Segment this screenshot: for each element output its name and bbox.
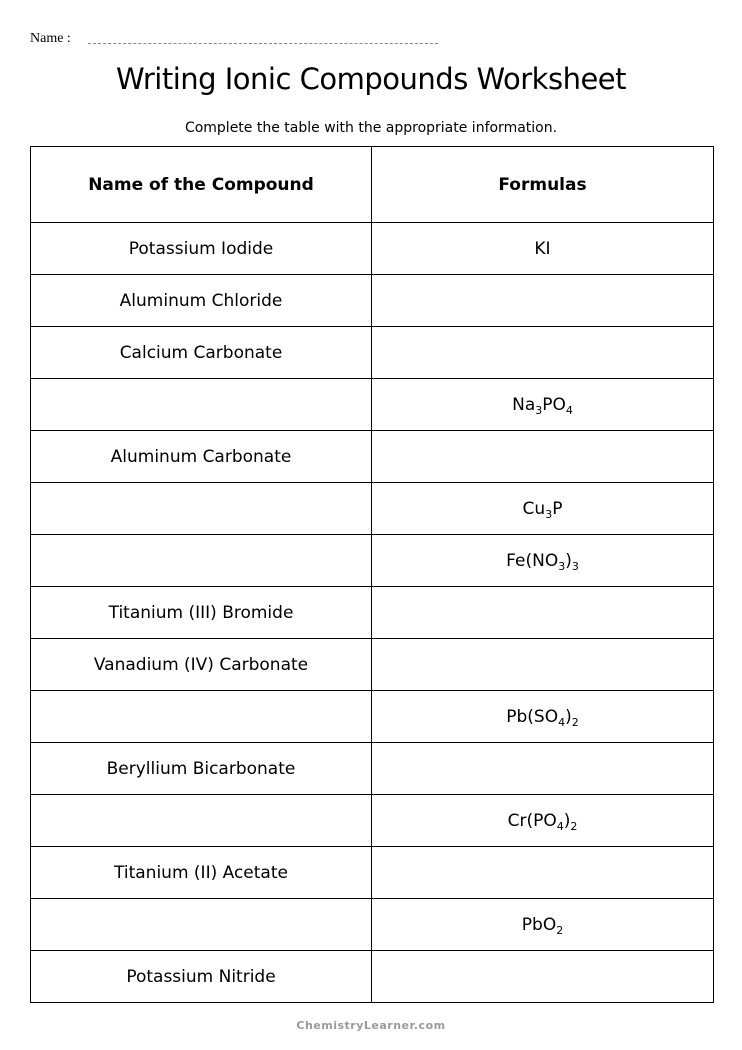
compounds-table <box>30 146 714 1003</box>
formula-cell <box>372 795 714 847</box>
compound-name-cell[interactable] <box>31 483 372 535</box>
column-header-compound-name: Name of the Compound <box>31 147 372 223</box>
compound-name-cell[interactable] <box>31 899 372 951</box>
formula-text: Pb(SO <box>506 706 559 727</box>
formula-subscript: 4 <box>556 819 564 833</box>
table-row <box>31 743 714 795</box>
formula-cell <box>372 691 714 743</box>
table-row <box>31 847 714 899</box>
worksheet-instructions: Complete the table with the appropriate information. <box>184 120 558 136</box>
table-row <box>31 691 714 743</box>
formula-cell <box>372 379 714 431</box>
formula-cell[interactable] <box>372 743 714 795</box>
table-row <box>31 951 714 1003</box>
table-row <box>31 535 714 587</box>
compound-name-cell: Aluminum Chloride <box>31 275 372 327</box>
table-row <box>31 327 714 379</box>
formula-text: P <box>552 498 563 519</box>
formula-cell <box>372 899 714 951</box>
compound-name-cell[interactable] <box>31 379 372 431</box>
formula-cell <box>372 535 714 587</box>
formula-text: Cr(PO <box>507 810 557 831</box>
compound-name-cell: Vanadium (IV) Carbonate <box>31 639 372 691</box>
compound-name-cell: Aluminum Carbonate <box>31 431 372 483</box>
formula-text: PO <box>542 394 566 415</box>
formula-cell[interactable] <box>372 639 714 691</box>
compound-name-cell[interactable] <box>31 535 372 587</box>
formula-text: PbO <box>521 914 557 935</box>
compound-name-cell: Potassium Iodide <box>31 223 372 275</box>
compound-name-cell: Beryllium Bicarbonate <box>31 743 372 795</box>
table-body <box>31 223 714 1003</box>
formula-subscript: 3 <box>558 559 566 573</box>
formula-cell[interactable] <box>372 847 714 899</box>
formula-text: Fe(NO <box>506 550 559 571</box>
table-row <box>31 223 714 275</box>
formula-subscript: 4 <box>565 403 573 417</box>
compound-name-cell: Titanium (II) Acetate <box>31 847 372 899</box>
compound-name-cell: Calcium Carbonate <box>31 327 372 379</box>
compound-name-cell: Titanium (III) Bromide <box>31 587 372 639</box>
table-row <box>31 899 714 951</box>
name-label: Name : <box>30 31 71 46</box>
formula-text: ) <box>565 706 572 727</box>
formula-cell[interactable] <box>372 327 714 379</box>
column-header-formulas: Formulas <box>372 147 714 223</box>
formula-subscript: 3 <box>571 559 579 573</box>
formula-text: Cu <box>522 498 546 519</box>
table-row <box>31 483 714 535</box>
formula-subscript: 3 <box>545 507 553 521</box>
formula-subscript: 2 <box>571 715 579 729</box>
formula-cell[interactable] <box>372 275 714 327</box>
name-input-line[interactable] <box>88 43 438 44</box>
compound-name-cell[interactable] <box>31 795 372 847</box>
formula-subscript: 2 <box>556 923 564 937</box>
compound-name-cell[interactable] <box>31 691 372 743</box>
formula-text: ) <box>565 550 572 571</box>
table-header-row <box>31 147 714 223</box>
formula-cell[interactable] <box>372 951 714 1003</box>
formula-cell[interactable] <box>372 587 714 639</box>
formula-text: Na <box>512 394 536 415</box>
table-row <box>31 431 714 483</box>
compound-name-cell: Potassium Nitride <box>31 951 372 1003</box>
formula-cell[interactable] <box>372 431 714 483</box>
worksheet-title: Writing Ionic Compounds Worksheet <box>115 62 627 96</box>
formula-text: ) <box>563 810 571 831</box>
table-row <box>31 275 714 327</box>
footer-credit: ChemistryLearner.com <box>296 1019 446 1032</box>
table-row <box>31 795 714 847</box>
formula-cell <box>372 483 714 535</box>
formula-subscript: 4 <box>558 715 566 729</box>
formula-subscript: 3 <box>535 403 543 417</box>
table-row <box>31 379 714 431</box>
table-row <box>31 639 714 691</box>
formula-text: KI <box>534 238 551 259</box>
formula-cell <box>372 223 714 275</box>
formula-subscript: 2 <box>570 819 578 833</box>
table-row <box>31 587 714 639</box>
